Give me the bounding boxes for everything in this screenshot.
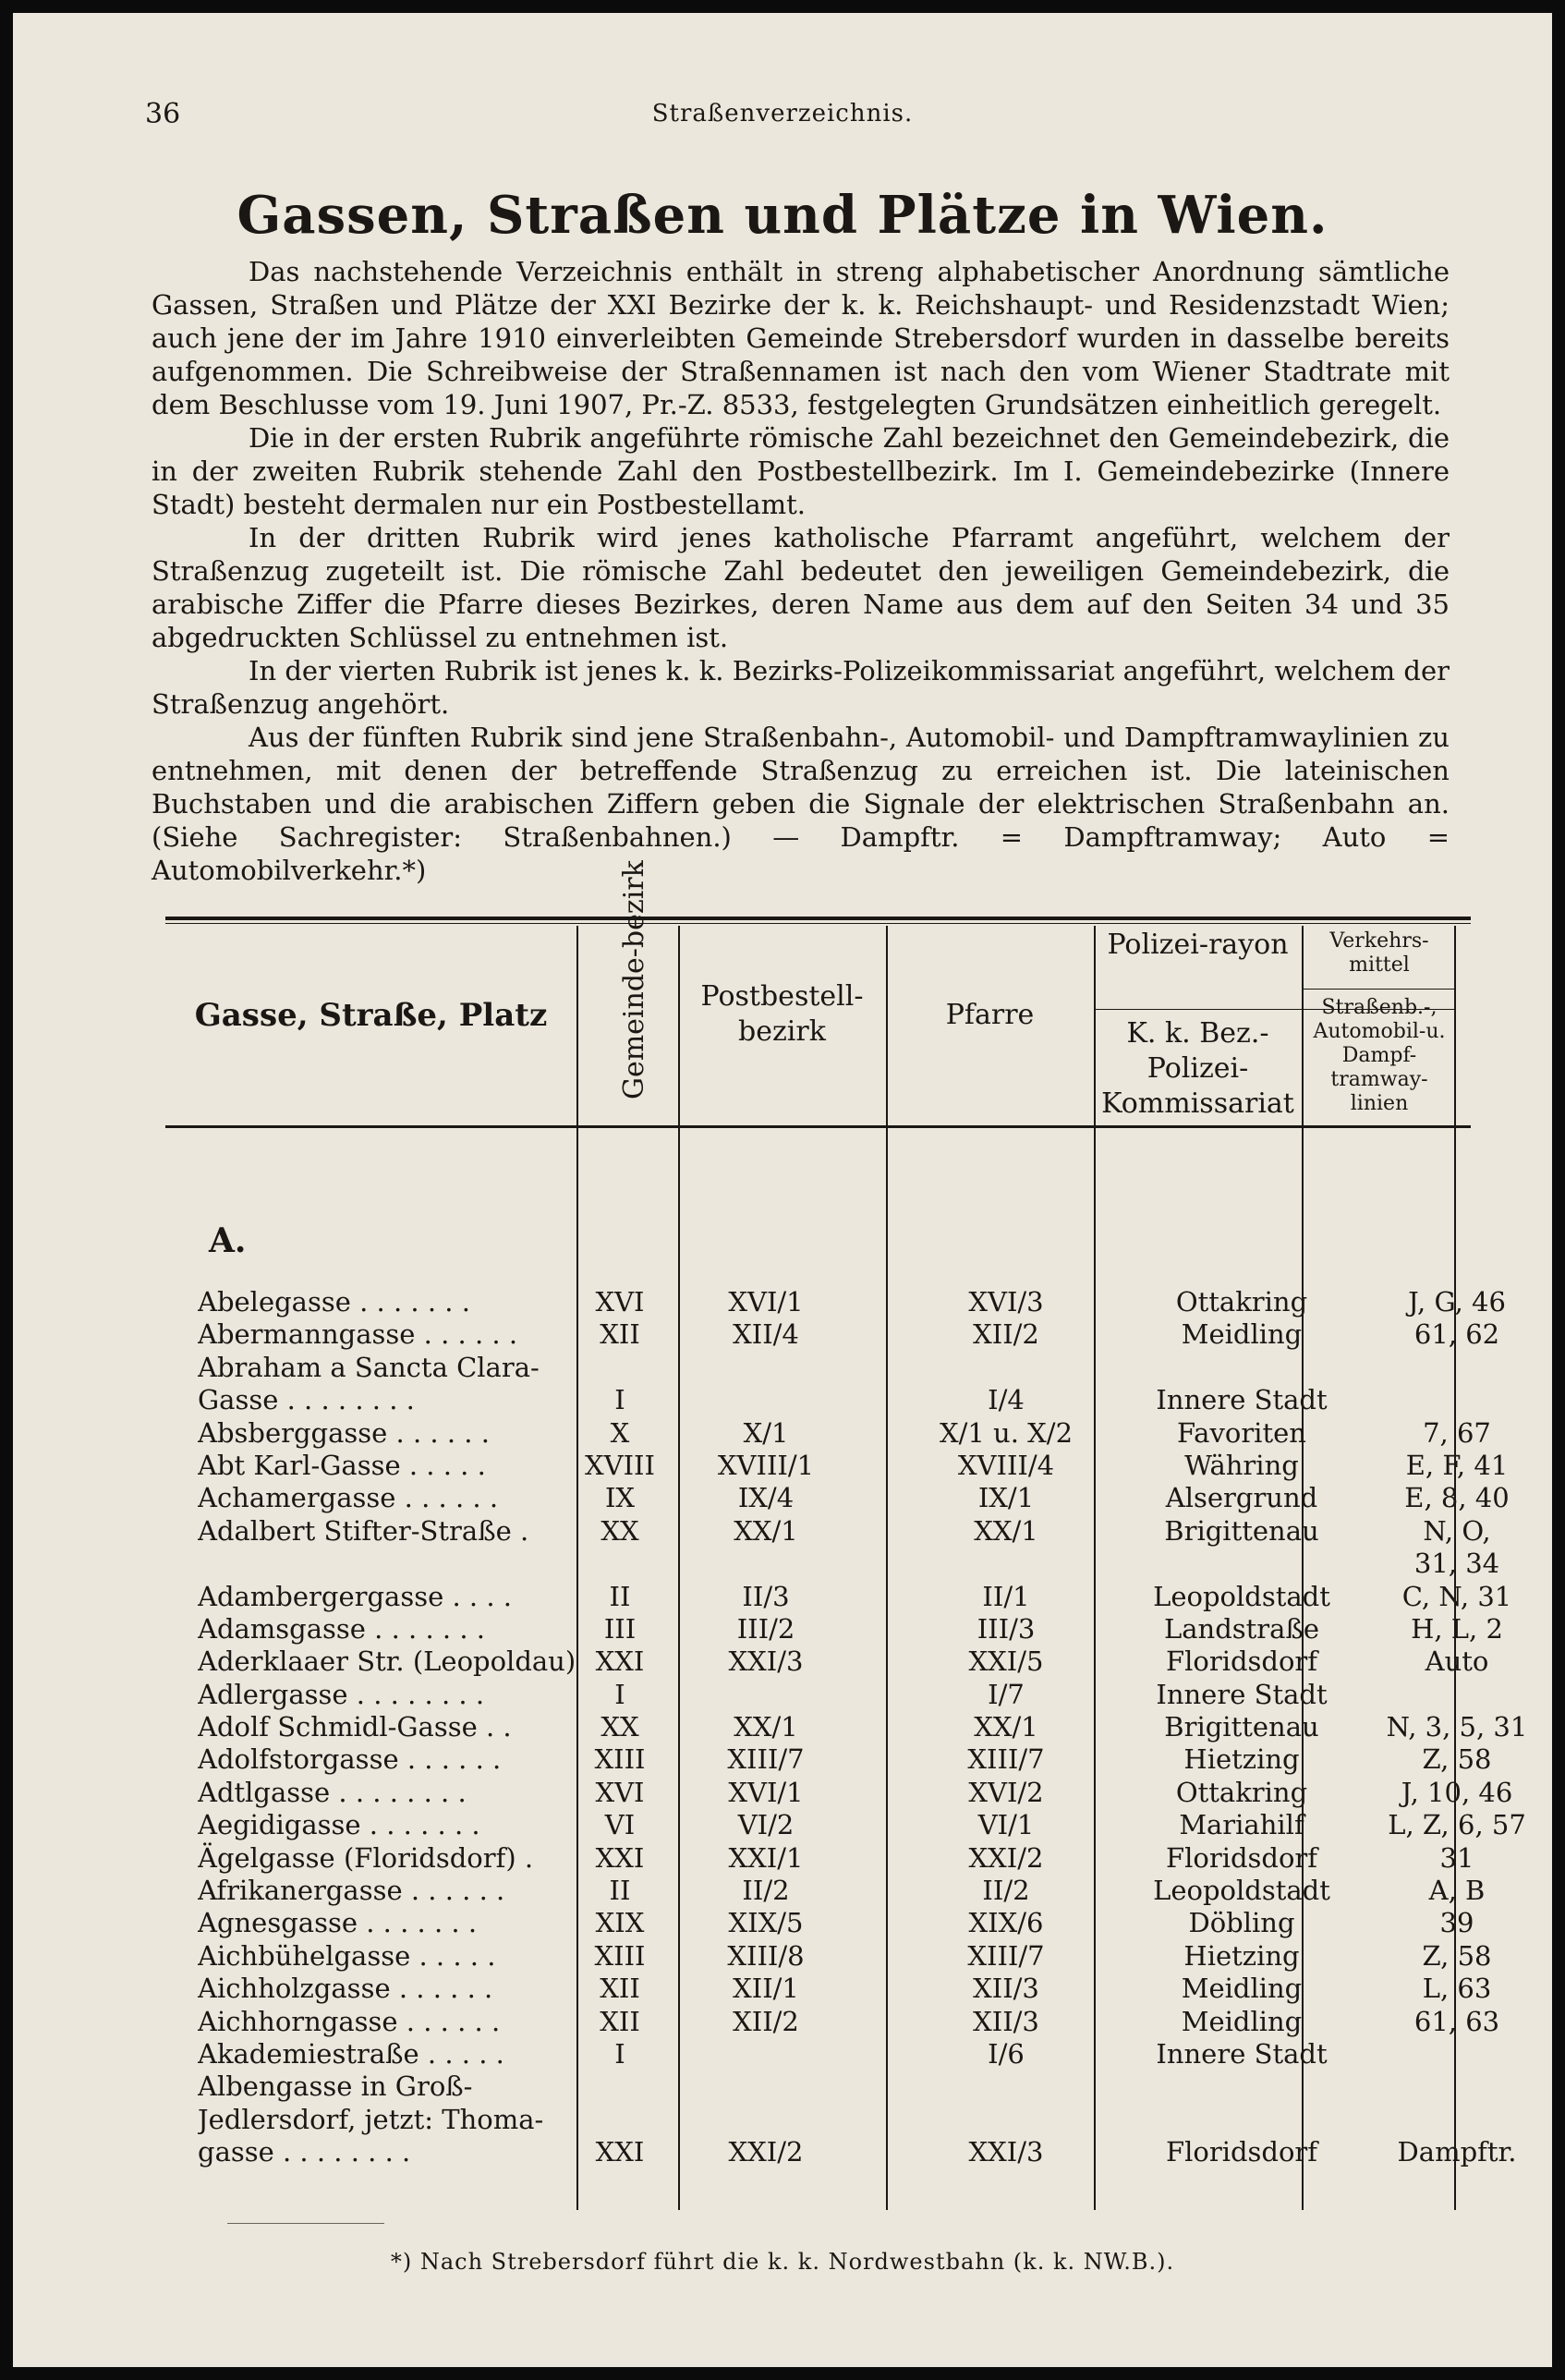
verkehr-cell: Z, 58 — [1422, 1743, 1492, 1776]
intro-paragraph: In der dritten Rubrik wird jenes katholische Pfarramt angeführt, welchem der Straßenzug zugeteilt ist. Die römische Zahl bedeutet den jeweiligen Gemeindebezirk, die arabische Ziffer die Pfarre dieses Bezirkes, deren Name aus dem auf den Seiten 34 und 35 abgedruckten Schlüssel zu entnehmen ist. — [152, 522, 1450, 653]
table-row — [198, 1352, 1473, 1384]
bezirk-cell: I — [614, 2037, 625, 2070]
polizei-cell: Innere Stadt — [1156, 1384, 1328, 1416]
table-row — [198, 2005, 1500, 2038]
verkehr-cell: 31 — [1439, 1841, 1474, 1874]
bezirk-cell: X — [610, 1416, 630, 1449]
table-row — [198, 1809, 1526, 1841]
polizei-cell: Brigittenau — [1164, 1514, 1319, 1547]
table-row — [198, 1645, 1489, 1678]
pfarre-cell: I/6 — [988, 2037, 1025, 2070]
postbezirk-cell: XX/1 — [734, 1711, 798, 1743]
table-row — [198, 2136, 1517, 2168]
street-name: Gasse . . . . . . . . — [198, 1384, 415, 1416]
street-name: Adolfstorgasse . . . . . . — [198, 1743, 502, 1776]
bezirk-cell: II — [609, 1580, 631, 1612]
postbezirk-cell: II/2 — [742, 1875, 790, 1907]
pfarre-cell: XX/1 — [974, 1514, 1038, 1547]
bezirk-cell: XX — [601, 1711, 639, 1743]
verkehr-cell: J, G, 46 — [1408, 1286, 1506, 1318]
street-name: Aichholzgasse . . . . . . — [198, 1973, 493, 2005]
street-name: Agnesgasse . . . . . . . — [198, 1907, 478, 1939]
postbezirk-cell: XX/1 — [734, 1514, 798, 1547]
polizei-cell: Döbling — [1188, 1907, 1295, 1939]
page-title: Gassen, Straßen und Plätze in Wien. — [237, 185, 1328, 246]
postbezirk-cell: IX/4 — [737, 1482, 795, 1514]
pfarre-cell: XVIII/4 — [957, 1449, 1055, 1481]
bezirk-cell: XXI — [595, 1645, 645, 1678]
table-top-rule-thin — [165, 923, 1471, 924]
verkehr-cell: Z, 58 — [1422, 1939, 1492, 1972]
bezirk-cell: XIX — [595, 1907, 645, 1939]
verkehr-cell: L, 63 — [1422, 1973, 1492, 2005]
table-row — [198, 1416, 1491, 1450]
pfarre-cell: IX/1 — [977, 1482, 1035, 1514]
postbezirk-cell: XIX/5 — [728, 1907, 804, 1939]
verkehr-cell: N, O, — [1423, 1514, 1491, 1547]
verkehr-cell: C, N, 31 — [1401, 1580, 1512, 1612]
bezirk-cell: IX — [604, 1482, 636, 1514]
pfarre-cell: XII/3 — [973, 2005, 1039, 2037]
header-polizei-top: Polizei-rayon — [1107, 929, 1289, 961]
pfarre-cell: III/3 — [977, 1612, 1036, 1645]
bezirk-cell: XII — [600, 1318, 640, 1351]
street-name: Aichhorngasse . . . . . . — [198, 2005, 501, 2037]
street-name: Abelegasse . . . . . . . — [198, 1286, 470, 1318]
polizei-cell: Floridsdorf — [1165, 1841, 1318, 1874]
postbezirk-cell: XVI/1 — [728, 1286, 804, 1318]
bezirk-cell: XVI — [595, 1776, 645, 1808]
polizei-cell: Meidling — [1181, 1973, 1303, 2005]
bezirk-cell: XII — [600, 2005, 640, 2037]
pfarre-cell: I/4 — [988, 1384, 1025, 1416]
polizei-cell: Favoriten — [1177, 1416, 1306, 1449]
polizei-cell: Meidling — [1181, 1318, 1303, 1351]
verkehr-cell: Dampftr. — [1397, 2136, 1517, 2168]
header-pfarre: Pfarre — [945, 999, 1035, 1031]
page-number: 36 — [145, 98, 181, 130]
polizei-cell: Floridsdorf — [1165, 1645, 1318, 1678]
table-row — [198, 1842, 1473, 1875]
table-row — [198, 2070, 1473, 2103]
bezirk-cell: II — [609, 1875, 631, 1907]
table-row — [198, 2104, 1473, 2136]
table-row — [198, 1939, 1492, 1973]
bezirk-cell: XIII — [594, 1743, 646, 1776]
verkehr-cell: J, 10, 46 — [1401, 1776, 1513, 1808]
running-head: Straßenverzeichnis. — [651, 100, 914, 128]
street-name: Jedlersdorf, jetzt: Thoma- — [198, 2103, 544, 2135]
street-name: Akademiestraße . . . . . — [198, 2037, 504, 2070]
street-name: Aichbühelgasse . . . . . — [198, 1939, 496, 1972]
verkehr-cell: 7, 67 — [1423, 1416, 1491, 1449]
intro-text — [152, 255, 1450, 887]
verkehr-cell: H, L, 2 — [1411, 1612, 1503, 1645]
footnote-rule — [227, 2223, 384, 2224]
header-verkehr-top: Verkehrs-mittel — [1329, 929, 1429, 977]
street-name: Adalbert Stifter-Straße . — [198, 1514, 529, 1547]
polizei-cell: Hietzing — [1183, 1939, 1300, 1972]
pfarre-cell: XX/1 — [974, 1711, 1038, 1743]
header-name: Gasse, Straße, Platz — [194, 997, 548, 1034]
table-row — [198, 1776, 1513, 1809]
footnote: *) Nach Strebersdorf führt die k. k. Nordwestbahn (k. k. NW.B.). — [390, 2249, 1175, 2275]
postbezirk-cell: XVI/1 — [728, 1776, 804, 1808]
verkehr-cell: A, B — [1428, 1875, 1486, 1907]
postbezirk-cell: XII/4 — [733, 1318, 799, 1351]
table-row — [198, 1286, 1506, 1318]
pfarre-cell: II/2 — [982, 1875, 1030, 1907]
street-name: Adamsgasse . . . . . . . — [198, 1612, 486, 1645]
pfarre-cell: XXI/5 — [968, 1645, 1044, 1678]
pfarre-cell: VI/1 — [977, 1809, 1035, 1841]
postbezirk-cell: III/2 — [736, 1612, 795, 1645]
polizei-cell: Leopoldstadt — [1153, 1580, 1330, 1612]
bezirk-cell: XXI — [595, 1841, 645, 1874]
pfarre-cell: X/1 u. X/2 — [939, 1416, 1074, 1449]
bezirk-cell: XII — [600, 1973, 640, 2005]
intro-paragraph: Aus der fünften Rubrik sind jene Straßenbahn-, Automobil- und Dampftramwaylinien zu entnehmen, mit denen der betreffende Straßenzug zu erreichen ist. Die lateinischen Buchstaben und die arabischen Ziffern geben die Signale der elektrischen Straßenbahn an. (Siehe Sachregister: Straßenbahnen.) — Dampftr. = Dampftramway; Auto = Automobilverkehr.*) — [152, 722, 1450, 886]
table-row — [198, 1548, 1500, 1580]
polizei-cell: Innere Stadt — [1156, 2037, 1328, 2070]
street-name: Abt Karl-Gasse . . . . . — [198, 1449, 486, 1481]
intro-paragraph: Das nachstehende Verzeichnis enthält in streng alphabetischer Anordnung sämtliche Gassen, Straßen und Plätze der XXI Bezirke der k. k. Reichshaupt- und Residenzstadt Wien; auch jene der im Jahre 1910 einverleibten Gemeinde Strebersdorf wurden in dasselbe bereits aufgenommen. Die Schreibweise der Straßennamen ist nach den vom Wiener Stadtrate mit dem Beschlusse vom 19. Juni 1907, Pr.-Z. 8533, festgelegten Grundsätzen einheitlich geregelt. — [152, 256, 1450, 420]
bezirk-cell: I — [614, 1678, 625, 1710]
postbezirk-cell: XIII/7 — [727, 1743, 805, 1776]
street-name: Adolf Schmidl-Gasse . . — [198, 1711, 512, 1743]
postbezirk-cell: XII/1 — [733, 1973, 799, 2005]
pfarre-cell: XIX/6 — [968, 1907, 1044, 1939]
polizei-cell: Hietzing — [1183, 1743, 1300, 1776]
polizei-cell: Währing — [1184, 1449, 1299, 1481]
bezirk-cell: I — [614, 1384, 625, 1416]
postbezirk-cell: XVIII/1 — [717, 1449, 815, 1481]
polizei-cell: Brigittenau — [1164, 1711, 1319, 1743]
postbezirk-cell: XXI/1 — [728, 1841, 804, 1874]
bezirk-cell: XX — [601, 1514, 639, 1547]
street-name: Aderklaaer Str. (Leopoldau) — [198, 1645, 576, 1678]
postbezirk-cell: II/3 — [742, 1580, 790, 1612]
bezirk-cell: XVIII — [585, 1449, 655, 1481]
bezirk-cell: XVI — [595, 1286, 645, 1318]
header-subrule — [1302, 989, 1454, 990]
header-bottom-rule — [165, 1125, 1471, 1128]
verkehr-cell: E, 8, 40 — [1404, 1482, 1510, 1514]
bezirk-cell: XIII — [594, 1939, 646, 1972]
bezirk-cell: III — [603, 1612, 637, 1645]
verkehr-cell: 39 — [1439, 1907, 1474, 1939]
pfarre-cell: XXI/3 — [968, 2136, 1044, 2168]
polizei-cell: Innere Stadt — [1156, 1678, 1328, 1710]
table-row — [198, 1482, 1510, 1514]
pfarre-cell: XII/2 — [973, 1318, 1039, 1351]
table-row — [198, 1612, 1503, 1645]
postbezirk-cell: XXI/3 — [728, 1645, 804, 1678]
table-row — [198, 1973, 1492, 2005]
pfarre-cell: XXI/2 — [968, 1841, 1044, 1874]
street-name: Achamergasse . . . . . . — [198, 1482, 499, 1514]
postbezirk-cell: XII/2 — [733, 2005, 799, 2037]
table-rows — [198, 1286, 1528, 2169]
street-name: Abermanngasse . . . . . . — [198, 1318, 518, 1351]
bezirk-cell: VI — [604, 1809, 636, 1841]
street-name: Abraham a Sancta Clara- — [198, 1351, 540, 1383]
street-name: Adtlgasse . . . . . . . . — [198, 1776, 467, 1808]
table-row — [198, 1318, 1500, 1351]
pfarre-cell: XVI/3 — [968, 1286, 1044, 1318]
street-name: Albengasse in Groß- — [198, 2070, 473, 2103]
street-name: Adlergasse . . . . . . . . — [198, 1678, 485, 1710]
table-row — [198, 1449, 1509, 1482]
street-name: Adambergergasse . . . . — [198, 1580, 512, 1612]
header-post: Postbestell-bezirk — [700, 980, 864, 1048]
verkehr-cell: Auto — [1425, 1645, 1489, 1678]
bezirk-cell: XXI — [595, 2136, 645, 2168]
postbezirk-cell: XXI/2 — [728, 2136, 804, 2168]
verkehr-cell: 61, 63 — [1413, 2005, 1500, 2037]
table-row — [198, 1711, 1528, 1743]
table-row — [198, 2038, 1473, 2070]
polizei-cell: Alsergrund — [1165, 1482, 1318, 1514]
polizei-cell: Ottakring — [1175, 1286, 1308, 1318]
table-row — [198, 1580, 1512, 1613]
table-top-rule — [165, 917, 1471, 920]
polizei-cell: Floridsdorf — [1165, 2136, 1318, 2168]
header-polizei-bottom: K. k. Bez.-Polizei-Kommissariat — [1101, 1017, 1294, 1120]
pfarre-cell: XIII/7 — [967, 1939, 1045, 1972]
polizei-cell: Leopoldstadt — [1153, 1875, 1330, 1907]
verkehr-cell: N, 3, 5, 31 — [1386, 1711, 1528, 1743]
polizei-cell: Ottakring — [1175, 1776, 1308, 1808]
verkehr-cell: E, F, 41 — [1405, 1449, 1509, 1481]
polizei-cell: Mariahilf — [1179, 1809, 1304, 1841]
intro-paragraph: Die in der ersten Rubrik angeführte römische Zahl bezeichnet den Gemeindebezirk, die in der zweiten Rubrik stehende Zahl den Postbestellbezirk. Im I. Gemeindebezirke (Innere Stadt) besteht dermalen nur ein Postbestellamt. — [152, 422, 1450, 520]
table-row — [198, 1384, 1473, 1416]
street-name: Afrikanergasse . . . . . . — [198, 1875, 505, 1907]
pfarre-cell: XIII/7 — [967, 1743, 1045, 1776]
pfarre-cell: I/7 — [988, 1678, 1025, 1710]
table-row — [198, 1679, 1473, 1711]
postbezirk-cell: X/1 — [743, 1416, 789, 1449]
polizei-cell: Meidling — [1181, 2005, 1303, 2037]
table-row — [198, 1907, 1473, 1939]
postbezirk-cell: VI/2 — [737, 1809, 795, 1841]
table-row — [198, 1514, 1491, 1548]
header-bezirk: Gemeinde-bezirk — [618, 860, 650, 1099]
pfarre-cell: XII/3 — [973, 1973, 1039, 2005]
table-row — [198, 1875, 1486, 1907]
section-letter: A. — [209, 1221, 247, 1260]
street-name: Ägelgasse (Floridsdorf) . — [198, 1841, 534, 1874]
street-name: Absberggasse . . . . . . — [198, 1416, 490, 1449]
street-name: Aegidigasse . . . . . . . — [198, 1809, 480, 1841]
table-row — [198, 1743, 1492, 1776]
pfarre-cell: XVI/2 — [968, 1776, 1044, 1808]
postbezirk-cell: XIII/8 — [727, 1939, 805, 1972]
polizei-cell: Landstraße — [1163, 1612, 1319, 1645]
verkehr-cell: 61, 62 — [1413, 1318, 1500, 1351]
page — [13, 13, 1552, 2367]
street-name: gasse . . . . . . . . — [198, 2136, 411, 2168]
intro-paragraph: In der vierten Rubrik ist jenes k. k. Bezirks-Polizeikommissariat angeführt, welchem der Straßenzug angehört. — [152, 655, 1450, 720]
pfarre-cell: II/1 — [982, 1580, 1030, 1612]
verkehr-cell: L, Z, 6, 57 — [1388, 1809, 1526, 1841]
header-verkehr-bottom: Straßenb.-, Automobil-u. Dampf-tramway-linien — [1313, 996, 1446, 1115]
verkehr-cell: 31, 34 — [1413, 1548, 1500, 1580]
